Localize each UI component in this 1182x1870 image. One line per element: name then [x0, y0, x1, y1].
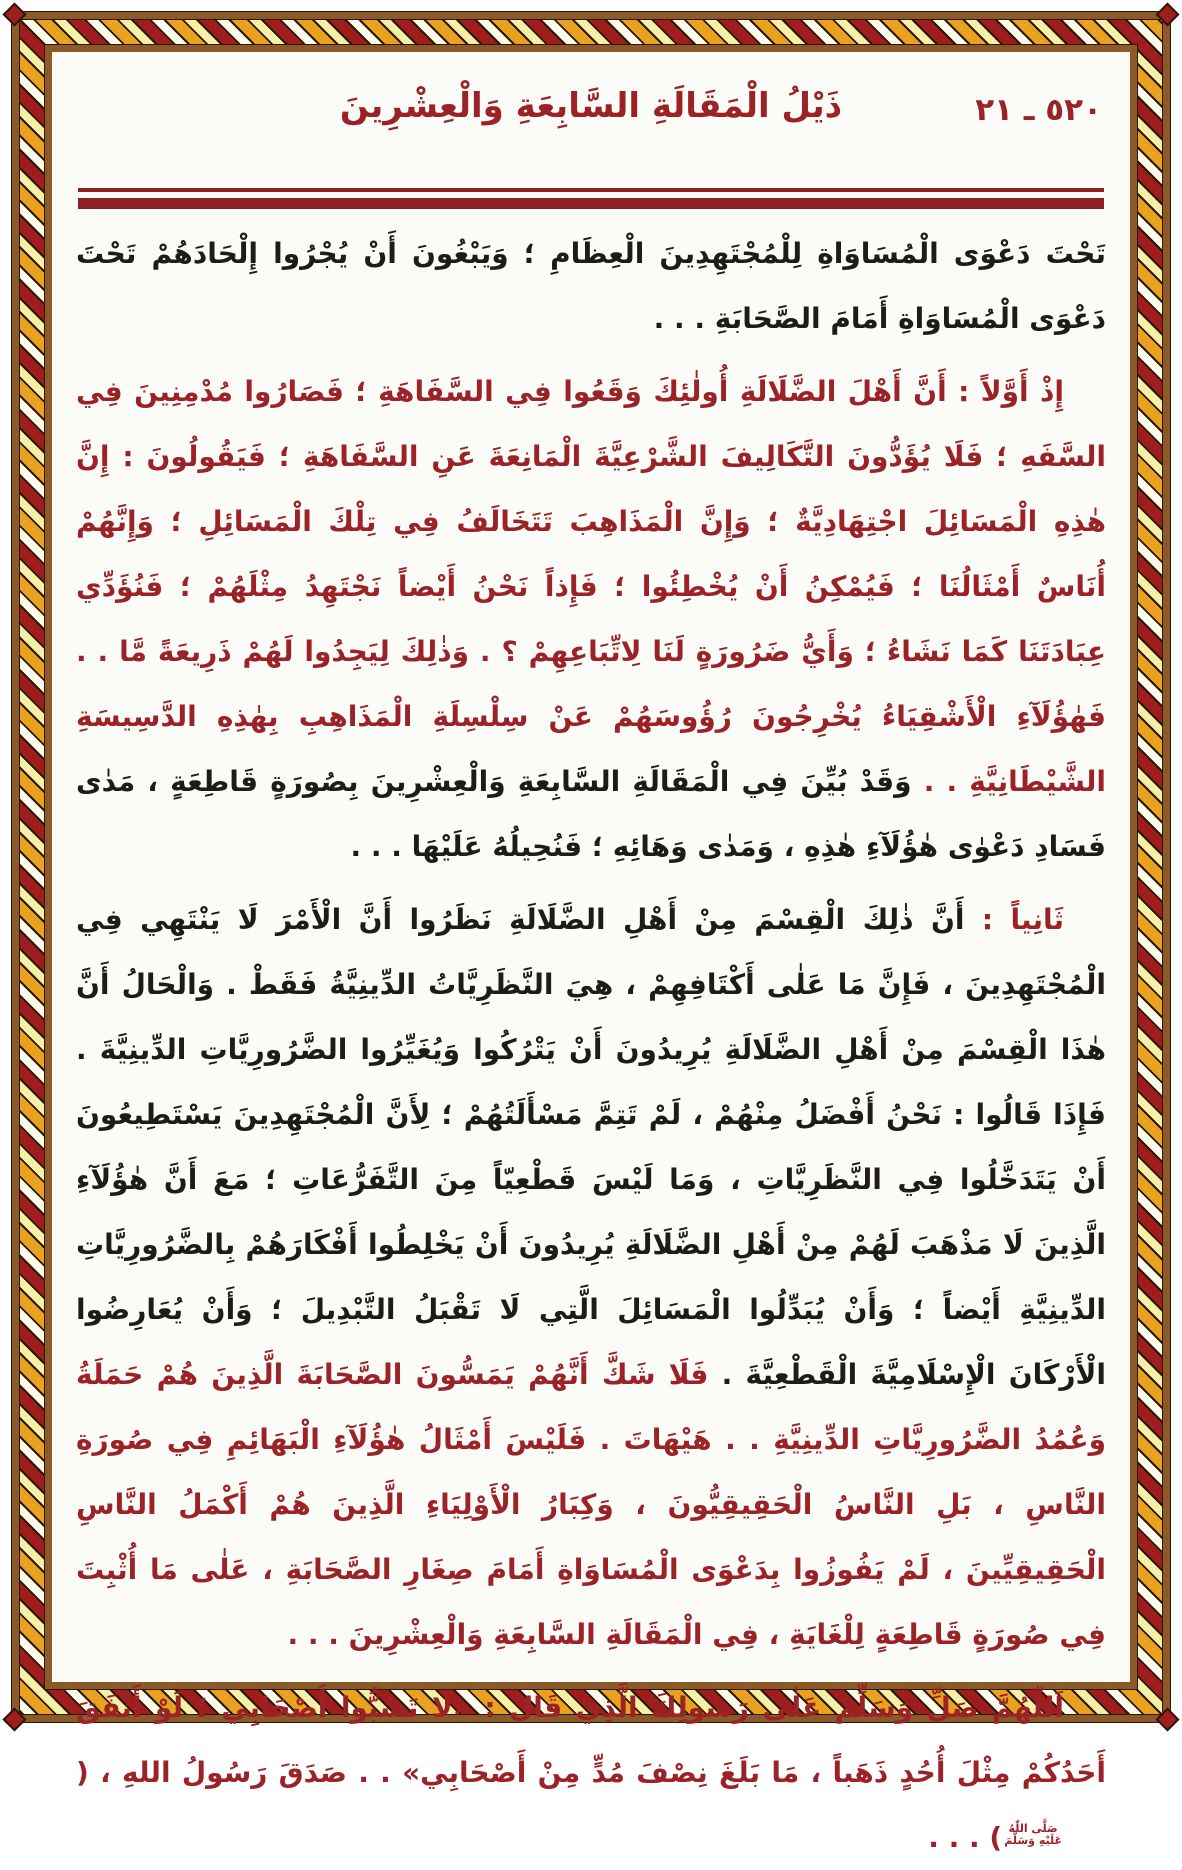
text-run: وَقَدْ بُيِّنَ فِي الْمَقَالَةِ السَّابِعَةِ وَالْعِشْرِينَ بِصُورَةٍ قَاطِعَةٍ ، مَدٰى فَسَادِ دَعْوٰى هٰؤُلَآءِ هٰذِهِ ، وَمَدٰى وَهَائِهِ ؛ فَنُحِيلُهُ عَلَيْهَا . . . — [76, 765, 1106, 863]
page-content — [52, 52, 1130, 1854]
seal-line: عَلَيْهِ وَسَلَّمَ — [1004, 1834, 1062, 1847]
text-run: ) . . . — [928, 1821, 1003, 1854]
page-title: ذَيْلُ الْمَقَالَةِ السَّابِعَةِ وَالْعِشْرِينَ — [339, 86, 843, 126]
paragraph — [76, 1675, 1106, 1870]
prophetic-salutation-seal — [1004, 1823, 1104, 1846]
text-run: فَلَا شَكَّ أَنَّهُمْ يَمَسُّونَ الصَّحَابَةَ الَّذِينَ هُمْ حَمَلَةُ وَعُمُدُ الضَّرُورِيَّاتِ الدِّينِيَّةِ . . هَيْهَاتَ . فَلَيْسَ أَمْثَالُ هٰؤُلَآءِ الْبَهَائِمِ فِي صُورَةِ النَّاسِ ، بَلِ النَّاسُ الْحَقِيقِيُّونَ ، وَكِبَارُ الْأَوْلِيَاءِ الَّذِينَ هُمْ أَكْمَلُ النَّاسِ الْحَقِيقِيِّينَ ، لَمْ يَفُوزُوا بِدَعْوَى الْمُسَاوَاةِ أَمَامَ صِغَارِ الصَّحَابَةِ ، عَلٰى مَا أُثْبِتَ فِي صُورَةٍ قَاطِعَةٍ لِلْغَايَةِ ، فِي الْمَقَالَةِ السَّابِعَةِ وَالْعِشْرِينَ . . . — [76, 1358, 1106, 1651]
text-run: اَللّٰهُمَّ صَلِّ وَسَلِّمْ عَلٰى رَسُولِكَ الَّذِي قَالَ : «لَا تَسُبُّوا أَصْحَابِي ؛ لَوْ أَنْفَقَ أَحَدُكُمْ مِثْلَ أُحُدٍ ذَهَباً ، مَا بَلَغَ نِصْفَ مُدٍّ مِنْ أَصْحَابِي» . . صَدَقَ رَسُولُ اللهِ ، ( — [76, 1691, 1106, 1789]
page-header — [76, 66, 1106, 188]
text-run: تَحْتَ دَعْوَى الْمُسَاوَاةِ لِلْمُجْتَهِدِينَ الْعِظَامِ ؛ وَيَبْغُونَ أَنْ يُجْرُوا إِلْحَادَهُمْ تَحْتَ دَعْوَى الْمُسَاوَاةِ أَمَامَ الصَّحَابَةِ . . . — [76, 237, 1106, 335]
text-run: ثَانِياً : — [964, 903, 1064, 936]
header-divider-rule — [78, 188, 1104, 209]
page-number: ٥٢٠ ـ ٢١ — [975, 92, 1102, 128]
text-run: إِذْ أَوَّلاً : أَنَّ أَهْلَ الضَّلَالَةِ أُولٰئِكَ وَقَعُوا فِي السَّفَاهَةِ ؛ فَصَارُوا مُدْمِنِينَ فِي السَّفَهِ ؛ فَلَا يُؤَدُّونَ التَّكَالِيفَ الشَّرْعِيَّةَ الْمَانِعَةَ عَنِ السَّفَاهَةِ ؛ فَيَقُولُونَ : إِنَّ هٰذِهِ الْمَسَائِلَ اجْتِهَادِيَّةٌ ؛ وَإِنَّ الْمَذَاهِبَ تَتَخَالَفُ فِي تِلْكَ الْمَسَائِلِ ؛ وَإِنَّهُمْ أُنَاسٌ أَمْثَالُنَا ؛ فَيُمْكِنُ أَنْ يُخْطِئُوا ؛ فَإِذاً نَحْنُ أَيْضاً نَجْتَهِدُ مِثْلَهُمْ ؛ فَنُؤَدِّي عِبَادَتَنَا كَمَا نَشَاءُ ؛ وَأَيُّ ضَرُورَةٍ لَنَا لِاتِّبَاعِهِمْ ؟ . وَذٰلِكَ لِيَجِدُوا لَهُمْ ذَرِيعَةً مَّا . . فَهٰؤُلَآءِ الْأَشْقِيَاءُ يُخْرِجُونَ رُؤُوسَهُمْ عَنْ سِلْسِلَةِ الْمَذَاهِبِ بِهٰذِهِ الدَّسِيسَةِ الشَّيْطَانِيَّةِ . . — [76, 375, 1107, 798]
paragraph — [76, 359, 1106, 879]
body-text — [76, 221, 1106, 1870]
paragraph — [76, 887, 1106, 1667]
text-run: أَنَّ ذٰلِكَ الْقِسْمَ مِنْ أَهْلِ الضَّلَالَةِ نَظَرُوا أَنَّ الْأَمْرَ لَا يَنْتَهِي فِي الْمُجْتَهِدِينَ ، فَإِنَّ مَا عَلٰى أَكْتَافِهِمْ ، هِيَ النَّظَرِيَّاتُ الدِّينِيَّةُ فَقَطْ . وَالْحَالُ أَنَّ هٰذَا الْقِسْمَ مِنْ أَهْلِ الضَّلَالَةِ يُرِيدُونَ أَنْ يَتْرُكُوا وَيُغَيِّرُوا الضَّرُورِيَّاتِ الدِّينِيَّةَ . فَإِذَا قَالُوا : نَحْنُ أَفْضَلُ مِنْهُمْ ، لَمْ تَتِمَّ مَسْأَلَتُهُمْ ؛ لِأَنَّ الْمُجْتَهِدِينَ يَسْتَطِيعُونَ أَنْ يَتَدَخَّلُوا فِي النَّظَرِيَّاتِ ، وَمَا لَيْسَ قَطْعِيّاً مِنَ التَّفَرُّعَاتِ ؛ مَعَ أَنَّ هٰؤُلَآءِ الَّذِينَ لَا مَذْهَبَ لَهُمْ مِنْ أَهْلِ الضَّلَالَةِ يُرِيدُونَ أَنْ يَخْلِطُوا أَفْكَارَهُمْ بِالضَّرُورِيَّاتِ الدِّينِيَّةِ أَيْضاً ؛ وَأَنْ يُبَدِّلُوا الْمَسَائِلَ الَّتِي لَا تَقْبَلُ التَّبْدِيلَ ؛ وَأَنْ يُعَارِضُوا الْأَرْكَانَ الْإِسْلَامِيَّةَ الْقَطْعِيَّةَ . — [76, 903, 1106, 1391]
paragraph — [76, 221, 1106, 351]
seal-line: صَلَّى اللّٰهُ — [1008, 1822, 1058, 1836]
